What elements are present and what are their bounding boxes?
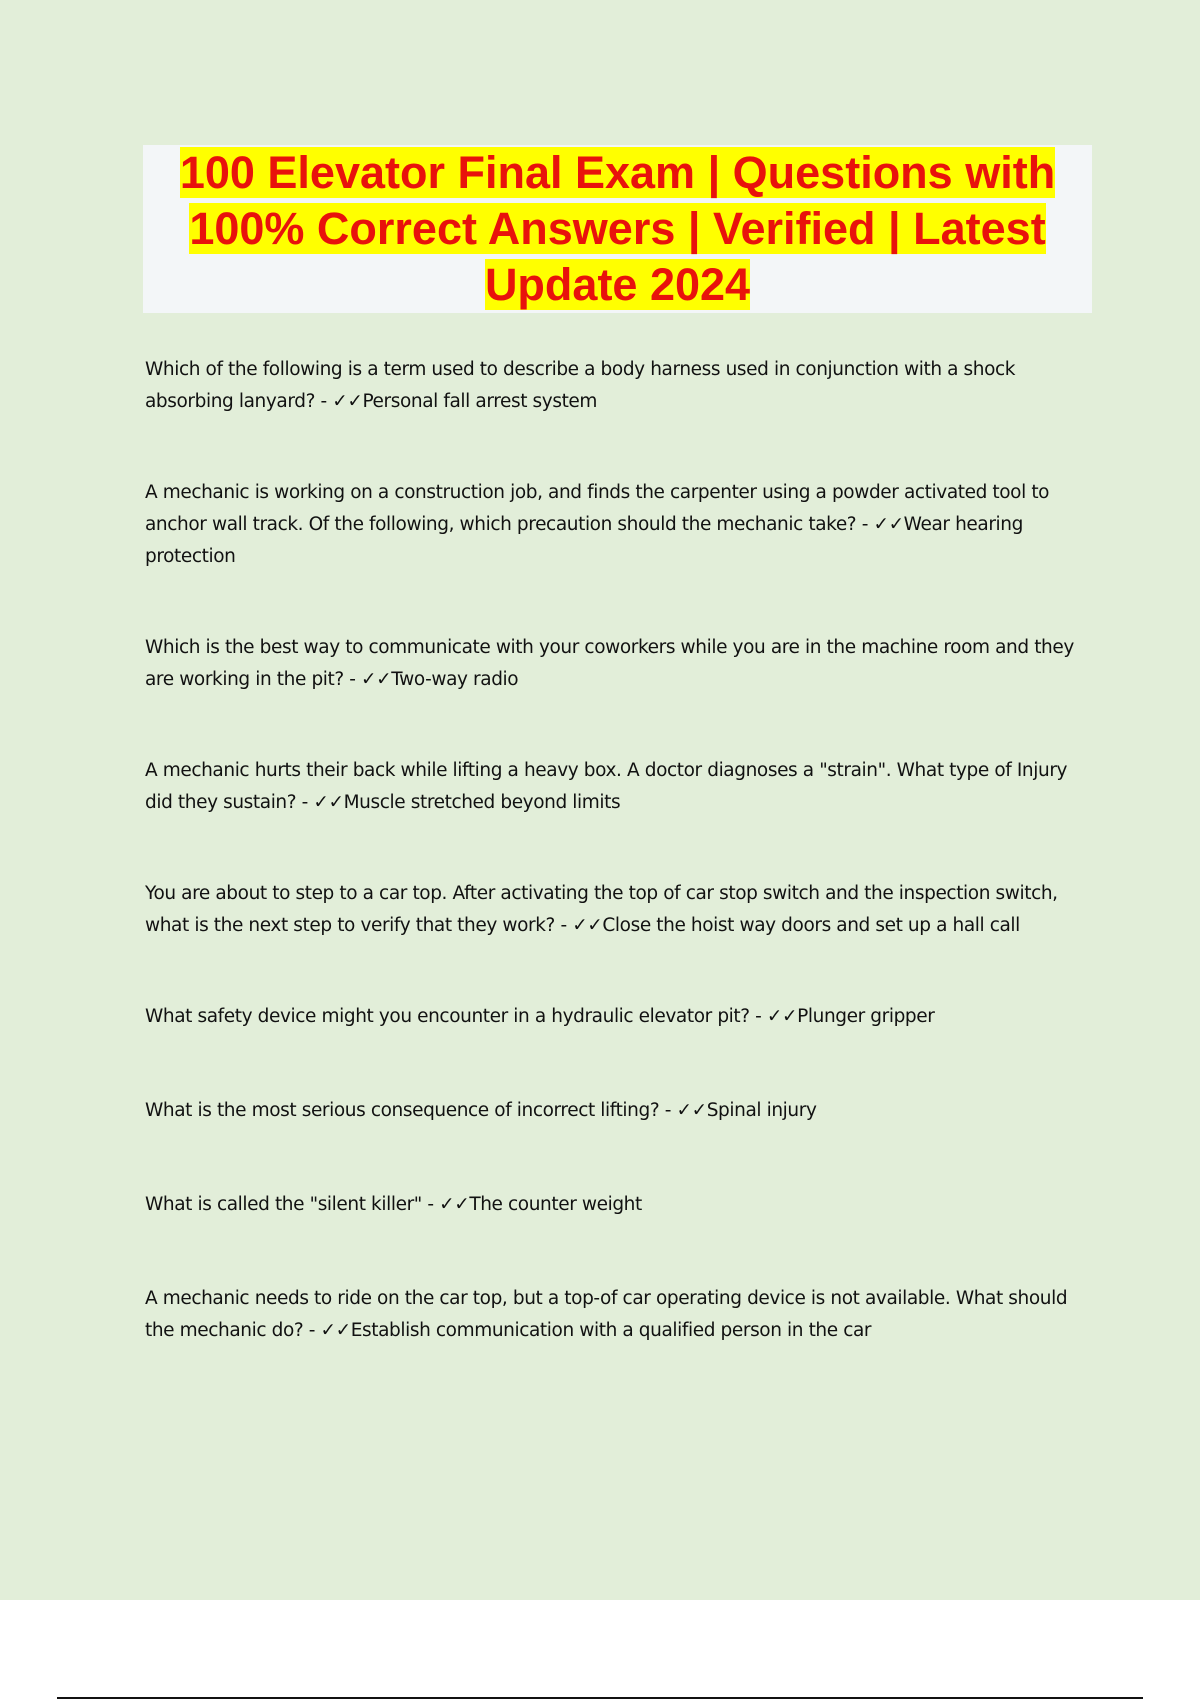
question-text: What safety device might you encounter in a hydraulic elevator pit? -	[145, 1006, 767, 1027]
answer-text: Plunger gripper	[797, 1006, 935, 1027]
question-text: A mechanic needs to ride on the car top, but a top-of car operating device is not available. What should the mechanic do? -	[145, 1288, 1068, 1341]
check-mark-icon: ✓✓	[313, 792, 344, 813]
check-mark-icon: ✓✓	[332, 391, 363, 412]
footer-divider	[57, 1697, 1143, 1699]
question-text: Which is the best way to communicate with your coworkers while you are in the machine room and they are working in the pit? -	[145, 637, 1074, 690]
answer-text: Close the hoist way doors and set up a hall call	[602, 915, 1020, 936]
question-text: What is the most serious consequence of incorrect lifting? -	[145, 1100, 677, 1121]
qa-item	[145, 354, 1085, 418]
answer-text: Two-way radio	[391, 669, 519, 690]
answer-text: Muscle stretched beyond limits	[343, 792, 621, 813]
check-mark-icon: ✓✓	[572, 915, 603, 936]
qa-item	[145, 755, 1085, 819]
qa-item	[145, 1001, 1085, 1033]
answer-text: Spinal injury	[706, 1100, 817, 1121]
check-mark-icon: ✓✓	[873, 514, 904, 535]
check-mark-icon: ✓✓	[439, 1194, 470, 1215]
question-text: What is called the "silent killer" -	[145, 1194, 440, 1215]
qa-item	[145, 878, 1085, 942]
qa-item	[145, 1283, 1085, 1347]
answer-text: The counter weight	[469, 1194, 642, 1215]
question-text: Which of the following is a term used to describe a body harness used in conjunction with a shock absorbing lanyard? -	[145, 359, 1016, 412]
qa-item	[145, 1095, 1085, 1127]
check-mark-icon: ✓✓	[320, 1320, 351, 1341]
title-line: 100% Correct Answers | Verified | Latest	[189, 203, 1046, 254]
answer-text: Personal fall arrest system	[362, 391, 598, 412]
question-text: A mechanic is working on a construction job, and finds the carpenter using a powder activated tool to anchor wall track. Of the following, which precaution should the mechanic take? -	[145, 482, 1050, 535]
title-banner	[143, 145, 1092, 313]
answer-text: Wear hearing protection	[145, 514, 1023, 567]
qa-item	[145, 632, 1085, 696]
title-line: Update 2024	[484, 259, 751, 310]
qa-item	[145, 477, 1085, 573]
title-line: 100 Elevator Final Exam | Questions with	[179, 147, 1056, 198]
check-mark-icon: ✓✓	[766, 1006, 798, 1027]
qa-item	[145, 1189, 1085, 1221]
answer-text: Establish communication with a qualified person in the car	[350, 1320, 872, 1341]
question-list	[145, 354, 1085, 1406]
question-text: A mechanic hurts their back while lifting a heavy box. A doctor diagnoses a "strain". What type of Injury did they sustain? -	[145, 760, 1068, 813]
question-text: You are about to step to a car top. After activating the top of car stop switch and the inspection switch, what is the next step to verify that they work? -	[145, 883, 1058, 936]
document-title	[143, 145, 1092, 313]
check-mark-icon: ✓✓	[676, 1100, 707, 1121]
check-mark-icon: ✓✓	[361, 669, 392, 690]
